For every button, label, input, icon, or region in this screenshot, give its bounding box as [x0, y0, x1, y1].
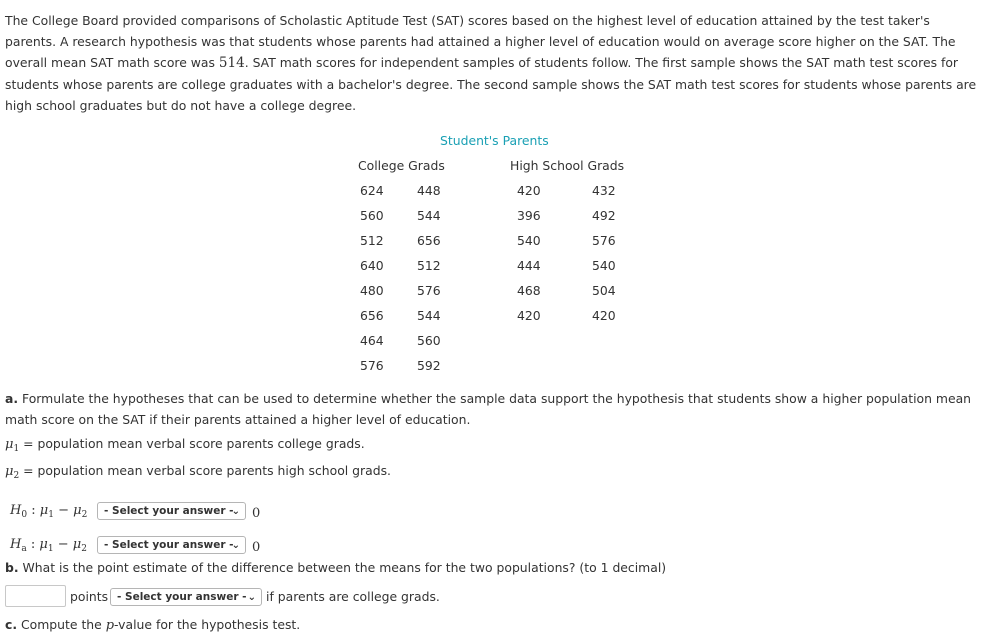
null-hypothesis-expression: $H_0$ : $\mu_1 - \mu_2$: [10, 503, 88, 520]
table-cell: 504: [592, 283, 616, 298]
table-cell: 468: [517, 283, 541, 298]
ha-rhs-value: 0: [252, 540, 261, 555]
table-cell: 540: [592, 258, 616, 273]
table-cell: 544: [417, 208, 441, 223]
intro-text-1: The College Board provided comparisons of Scholastic Aptitude Test (SAT) scores based on the highest level of education attained by the test taker's parents. A research hypothesis was that students whose parents had attained a higher level of education would on average score higher on the SAT. The overall mean SAT math score was: [5, 13, 956, 70]
table-cell: 544: [417, 308, 441, 323]
ha-operator-select[interactable]: [97, 536, 246, 554]
part-a-label: a.: [5, 391, 19, 406]
table-caption: Student's Parents: [440, 133, 549, 148]
mu1-definition-text: = population mean verbal score parents college grads.: [23, 436, 365, 451]
table-cell: 624: [360, 183, 384, 198]
h0-rhs-value: 0: [252, 506, 261, 521]
p-symbol: p: [105, 618, 115, 633]
table-cell: 656: [360, 308, 384, 323]
part-c-text-before: Compute the: [17, 617, 106, 632]
problem-intro: [5, 10, 980, 116]
table-cell: 448: [417, 183, 441, 198]
part-b-suffix: if parents are college grads.: [266, 589, 440, 604]
table-cell: 492: [592, 208, 616, 223]
table-cell: 576: [360, 358, 384, 373]
intro-text-2: . SAT math scores for independent samples of students follow. The first sample shows the SAT math test scores for students whose parents are college graduates with a bachelor's degree. The second sample shows the SAT math test scores for students whose parents are high school graduates but do not have a college degree.: [5, 55, 977, 113]
table-cell: 512: [417, 258, 441, 273]
table-cell: 576: [417, 283, 441, 298]
part-b-label: b.: [5, 560, 19, 575]
mu2-symbol: $\mu_2$: [5, 464, 20, 481]
table-cell: 464: [360, 333, 384, 348]
college-grads-header: College Grads: [358, 158, 445, 173]
table-cell: 560: [360, 208, 384, 223]
point-estimate-input[interactable]: [5, 585, 66, 607]
table-cell: 432: [592, 183, 616, 198]
mu1-symbol: $\mu_1$: [5, 437, 20, 454]
table-cell: 656: [417, 233, 441, 248]
table-cell: 420: [517, 183, 541, 198]
table-cell: 396: [517, 208, 541, 223]
part-b-text: What is the point estimate of the difference between the means for the two populations? (to 1 decimal): [18, 560, 667, 575]
points-label: points: [70, 589, 109, 604]
table-cell: 592: [417, 358, 441, 373]
table-cell: 576: [592, 233, 616, 248]
h0-select-text: - Select your answer -: [104, 505, 234, 517]
point-estimate-direction-select[interactable]: [110, 588, 262, 606]
chevron-down-icon: ⌄: [231, 506, 240, 517]
table-cell: 420: [592, 308, 616, 323]
part-c-label: c.: [5, 617, 18, 632]
mu1-definition: [5, 436, 365, 454]
table-cell: 480: [360, 283, 384, 298]
table-cell: 640: [360, 258, 384, 273]
overall-mean-value: 514: [218, 55, 245, 71]
part-b-question: [5, 560, 666, 575]
high-school-grads-header: High School Grads: [510, 158, 625, 173]
table-cell: 512: [360, 233, 384, 248]
table-cell: 444: [517, 258, 541, 273]
part-a-question: [5, 388, 980, 430]
table-cell: 420: [517, 308, 541, 323]
part-c-text-after: -value for the hypothesis test.: [114, 617, 301, 632]
ha-select-text: - Select your answer -: [104, 539, 234, 551]
table-cell: 560: [417, 333, 441, 348]
mu2-definition: [5, 463, 391, 481]
chevron-down-icon: ⌄: [231, 540, 240, 551]
chevron-down-icon: ⌄: [247, 592, 256, 603]
table-cell: 540: [517, 233, 541, 248]
alternative-hypothesis-expression: $H_a$ : $\mu_1 - \mu_2$: [10, 537, 87, 554]
part-b-select-text: - Select your answer -: [117, 591, 247, 603]
part-c-question: [5, 617, 300, 633]
mu2-definition-text: = population mean verbal score parents high school grads.: [23, 463, 391, 478]
h0-operator-select[interactable]: [97, 502, 246, 520]
part-a-text: Formulate the hypotheses that can be used to determine whether the sample data support the hypothesis that students show a higher population mean math score on the SAT if their parents attained a higher level of education.: [5, 391, 972, 427]
